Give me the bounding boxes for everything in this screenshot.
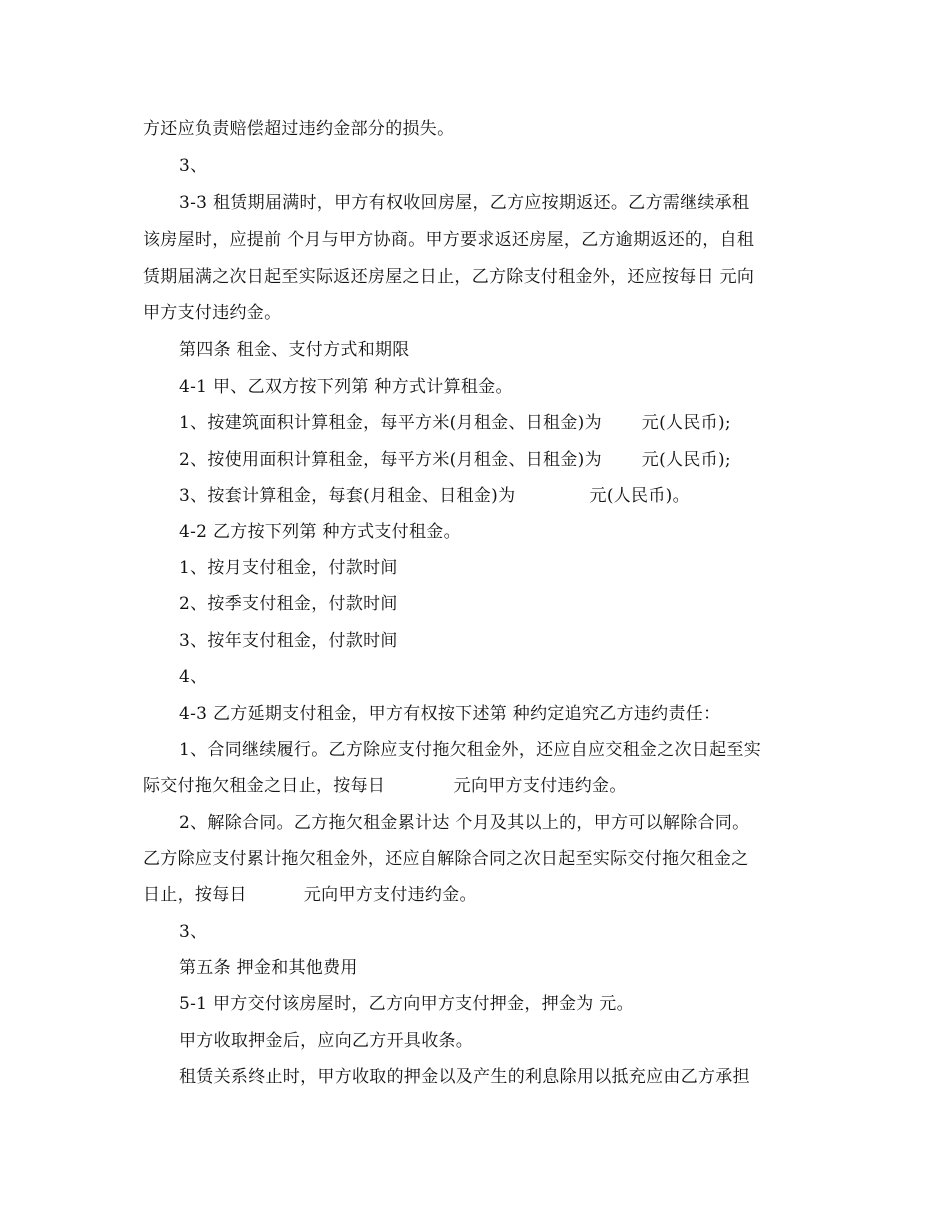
- text-line: 3、按年支付租金，付款时间: [179, 631, 398, 651]
- text-line: 4-2 乙方按下列第 种方式支付租金。: [179, 522, 461, 542]
- text-line: 5-1 甲方交付该房屋时，乙方向甲方支付押金，押金为 元。: [179, 994, 634, 1014]
- text-line: 2、按使用面积计算租金，每平方米(月租金、日租金)为 元(人民币);: [179, 450, 731, 470]
- text-line: 赁期届满之次日起至实际返还房屋之日止，乙方除支付租金外，还应按每日 元向: [143, 267, 755, 287]
- text-line: 2、按季支付租金，付款时间: [179, 594, 398, 614]
- text-line: 3、: [179, 922, 208, 942]
- text-line: 3-3 租赁期届满时，甲方有权收回房屋，乙方应按期返还。乙方需继续承租: [179, 193, 750, 213]
- text-line: 3、: [179, 156, 208, 176]
- text-line: 4-1 甲、乙双方按下列第 种方式计算租金。: [179, 377, 513, 397]
- text-line: 甲方收取押金后，应向乙方开具收条。: [179, 1031, 474, 1051]
- text-line: 3、按套计算租金，每套(月租金、日租金)为 元(人民币)。: [179, 486, 690, 506]
- text-line: 1、按月支付租金，付款时间: [179, 558, 398, 578]
- text-line: 际交付拖欠租金之日止，按每日 元向甲方支付违约金。: [143, 776, 627, 796]
- text-line: 租赁关系终止时，甲方收取的押金以及产生的利息除用以抵充应由乙方承担: [179, 1067, 750, 1087]
- text-line: 乙方除应支付累计拖欠租金外，还应自解除合同之次日起至实际交付拖欠租金之: [143, 849, 749, 869]
- text-line: 2、解除合同。乙方拖欠租金累计达 个月及其以上的，甲方可以解除合同。: [179, 813, 750, 833]
- section-heading: 第四条 租金、支付方式和期限: [179, 340, 410, 360]
- text-line: 4-3 乙方延期支付租金，甲方有权按下述第 种约定追究乙方违约责任：: [179, 704, 721, 724]
- text-line: 1、按建筑面积计算租金，每平方米(月租金、日租金)为 元(人民币);: [179, 413, 731, 433]
- text-line: 甲方支付违约金。: [143, 303, 282, 323]
- section-heading: 第五条 押金和其他费用: [179, 958, 358, 978]
- text-line: 4、: [179, 667, 208, 687]
- text-line: 方还应负责赔偿超过违约金部分的损失。: [143, 119, 455, 139]
- text-line: 日止，按每日 元向甲方支付违约金。: [143, 885, 477, 905]
- text-line: 该房屋时，应提前 个月与甲方协商。甲方要求返还房屋，乙方逾期返还的，自租: [143, 230, 755, 250]
- text-line: 1、合同继续履行。乙方除应支付拖欠租金外，还应自应交租金之次日起至实: [179, 740, 762, 760]
